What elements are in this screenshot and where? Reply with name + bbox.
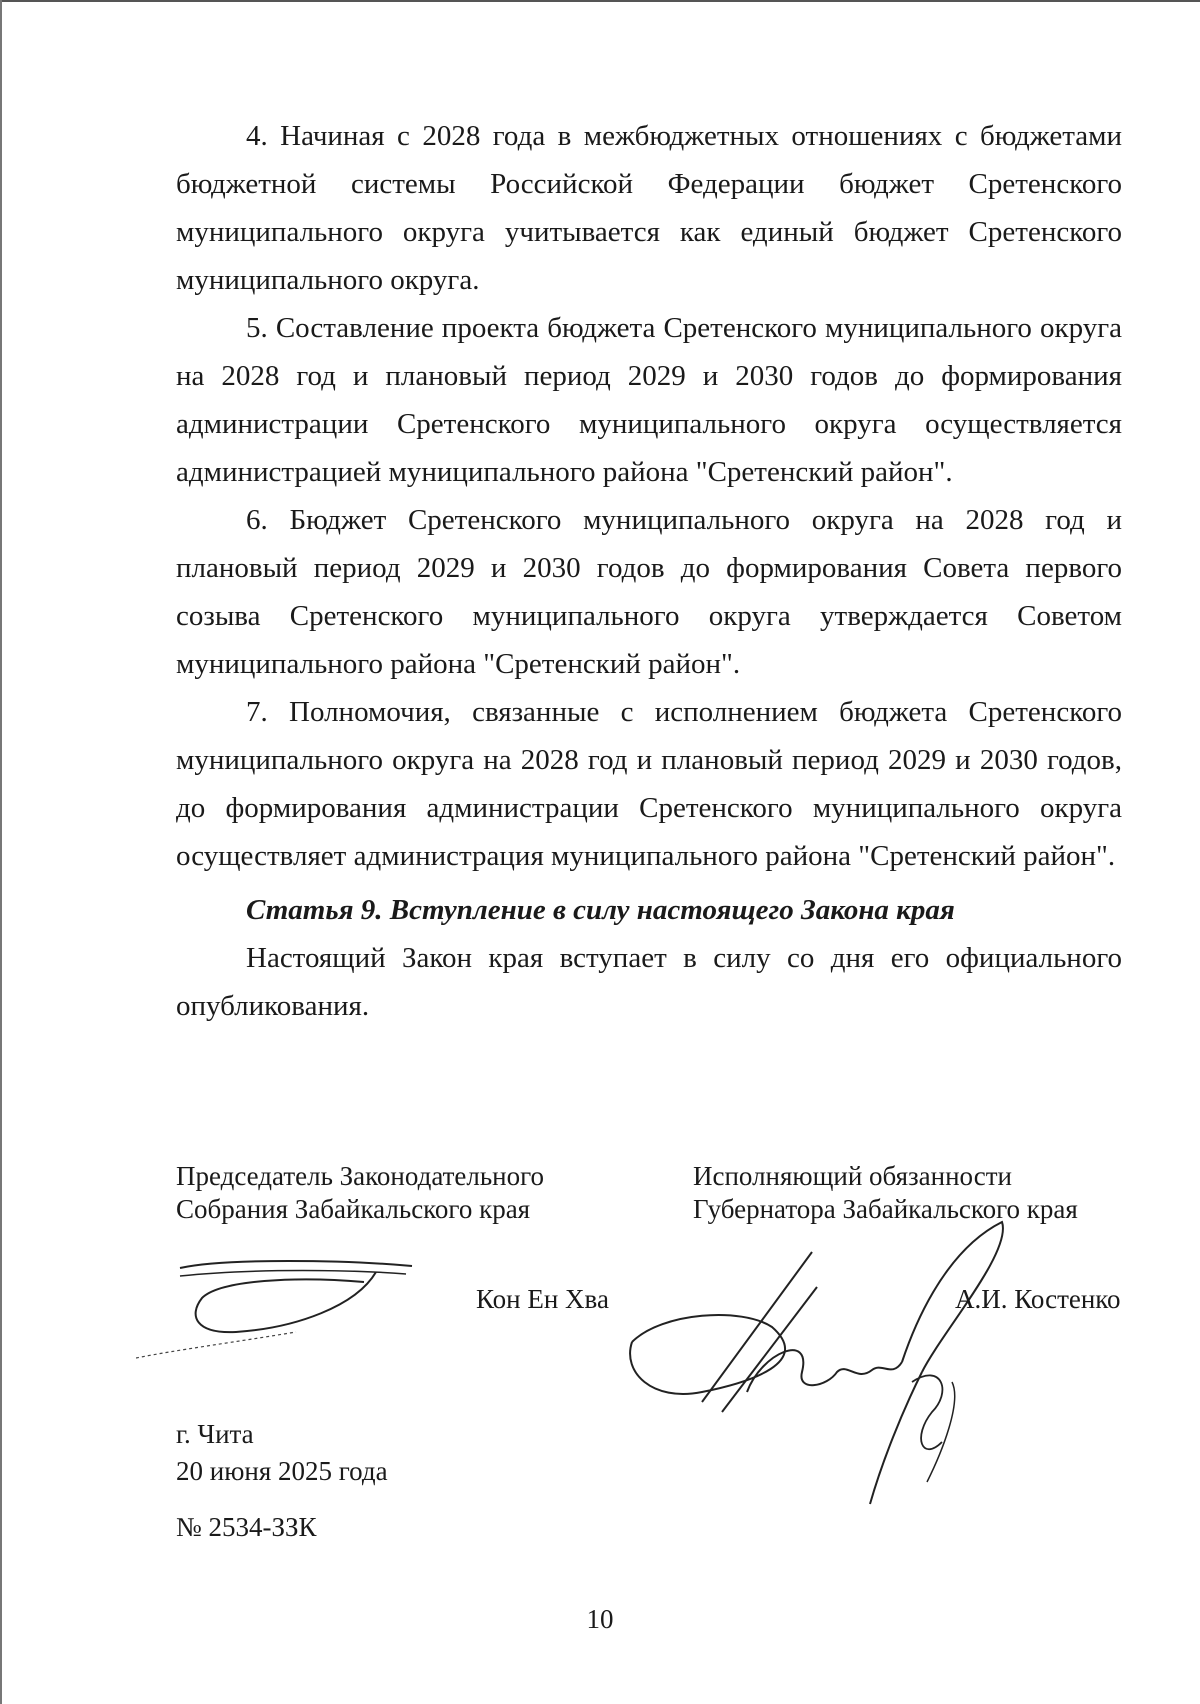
document-number: № 2534-ЗЗК: [176, 1512, 317, 1542]
chairman-title: [176, 1160, 544, 1226]
paragraph-7: 7. Полномочия, связанные с исполнением бюджета Сретенского муниципального округа на 2028 год и плановый период 2029 и 2030 годов, до формирования администрации Сретенского муниципального округа осуществляет администрация муниципального района "Сретенский район".: [176, 696, 1122, 872]
law-body-text: [176, 112, 1122, 1030]
governor-signature: [612, 1212, 1032, 1512]
scan-edge-left: [0, 0, 2, 1704]
place: г. Чита: [176, 1419, 254, 1449]
place-and-date: [176, 1416, 388, 1490]
article-9-text: Настоящий Закон края вступает в силу со дня его официального опубликования.: [176, 942, 1122, 1022]
chairman-title-line2: Собрания Забайкальского края: [176, 1194, 531, 1224]
chairman-name: Кон Ен Хва: [476, 1284, 609, 1314]
paragraph-4: 4. Начиная с 2028 года в межбюджетных отношениях с бюджетами бюджетной системы Российской Федерации бюджет Сретенского муниципального округа учитывается как единый бюджет Сретенского муниципального округа.: [176, 120, 1122, 296]
scan-edge-top: [0, 0, 1200, 2]
article-9-heading: Статья 9. Вступление в силу настоящего Закона края: [246, 894, 955, 926]
governor-name: А.И. Костенко: [955, 1284, 1121, 1314]
governor-title-line2: Губернатора Забайкальского края: [693, 1194, 1078, 1224]
chairman-signature: [136, 1246, 426, 1366]
paragraph-5: 5. Составление проекта бюджета Сретенского муниципального округа на 2028 год и плановый период 2029 и 2030 годов до формирования администрации Сретенского муниципального округа осуществляется администрацией муниципального района "Сретенский район".: [176, 312, 1122, 488]
signing-date: 20 июня 2025 года: [176, 1456, 388, 1486]
page-number: 10: [586, 1604, 614, 1634]
paragraph-6: 6. Бюджет Сретенского муниципального округа на 2028 год и плановый период 2029 и 2030 годов до формирования Совета первого созыва Сретенского муниципального округа утверждается Советом муниципального района "Сретенский район".: [176, 504, 1122, 680]
governor-title-line1: Исполняющий обязанности: [693, 1161, 1012, 1191]
chairman-title-line1: Председатель Законодательного: [176, 1161, 545, 1191]
